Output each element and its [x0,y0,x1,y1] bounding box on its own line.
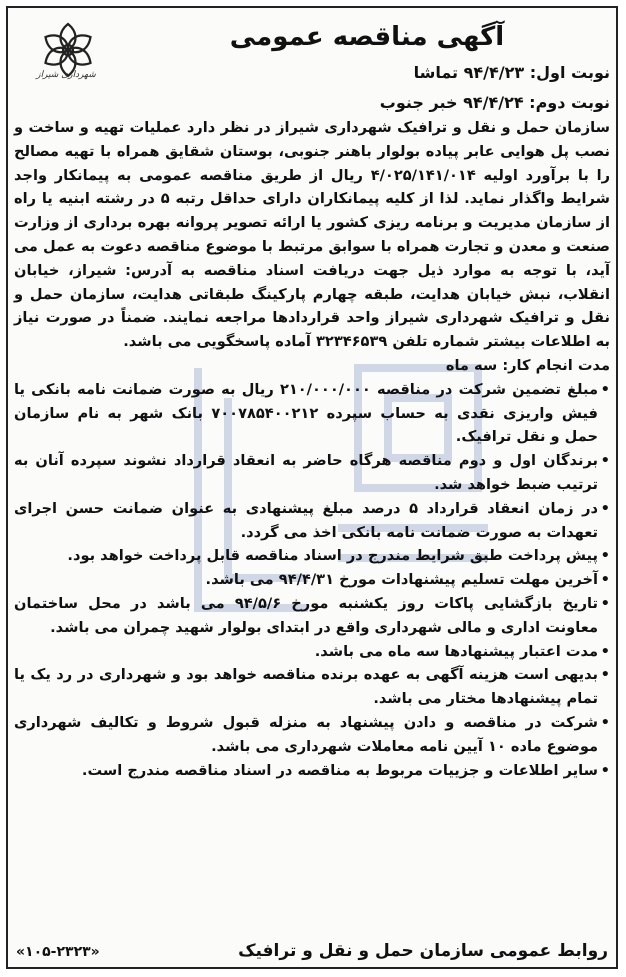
notice-body [14,116,610,782]
shiraz-municipality-logo-icon [22,18,114,102]
condition-item: • مبلغ تضمین شرکت در مناقصه ۲۱۰/۰۰۰/۰۰۰ ریال به صورت ضمانت نامه بانکی یا فیش واریزی نقدی به حساب سپرده ۷۰۰۷۸۵۴۰۰۲۱۲ بانک شهر به نام سازمان حمل و نقل ترافیک. [14,378,610,449]
work-duration: مدت انجام کار: سه ماه [445,356,610,374]
footer-code: «۱۰۵-۲۳۲۳» [16,944,100,960]
notice-footer [16,941,608,961]
conditions-list [14,378,610,783]
publication-turn-second: نوبت دوم: ۹۴/۴/۲۴ خبر جنوب [379,93,610,112]
condition-item: • شرکت در مناقصه و دادن پیشنهاد به منزله قبول شروط و تکالیف شهرداری موضوع ماده ۱۰ آیین نامه معاملات شهرداری می باشد. [14,711,610,759]
condition-item: • تاریخ بازگشایی پاکات روز یکشنبه مورخ ۹۴/۵/۶ می باشد در محل ساختمان معاونت اداری و مالی شهرداری واقع در ابتدای بولوار شهید چمران می باشد. [14,592,610,640]
condition-item: • پیش پرداخت طبق شرایط مندرج در اسناد مناقصه قابل پرداخت خواهد بود. [14,544,610,568]
tender-notice [6,6,618,969]
condition-item: • مدت اعتبار پیشنهادها سه ماه می باشد. [14,640,610,664]
logo-caption: شهرداری شیراز [36,70,96,80]
notice-header [8,8,616,112]
footer-organization: روابط عمومی سازمان حمل و نقل و ترافیک [238,941,608,961]
condition-item: • سایر اطلاعات و جزییات مربوط به مناقصه در اسناد مناقصه مندرج است. [14,759,610,783]
condition-item: • بدیهی است هزینه آگهی به عهده برنده مناقصه خواهد بود و شهرداری در رد یک یا تمام پیشنهادها مختار می باشد. [14,663,610,711]
condition-item: • در زمان انعقاد قرارداد ۵ درصد مبلغ پیشنهادی به عنوان ضمانت حسن اجرای تعهدات به صورت ضمانت نامه بانکی اخذ می گردد. [14,497,610,545]
notice-intro: سازمان حمل و نقل و ترافیک شهرداری شیراز در نظر دارد عملیات تهیه و ساخت و نصب پل هوایی عابر پیاده بولوار باهنر جنوبی، بوستان شقایق همراه با تهیه مصالح را با برآورد اولیه ۴/۰۲۵/۱۴۱/۰۱۴ ریال از طریق مناقصه عمومی به پیمانکار واجد شرایط واگذار نماید. لذا از کلیه پیمانکاران دارای حداقل رتبه ۵ در رشته ابنیه یا راه از سازمان مدیریت و برنامه ریزی کشور یا ارائه تصویر پروانه بهره برداری از وزارت صنعت و معدن و تجارت همراه با سوابق مرتبط با موضوع مناقصه دعوت به عمل می آید، با توجه به موارد ذیل جهت دریافت اسناد مناقصه به آدرس: شیراز، خیابان انقلاب، نبش خیابان هدایت، طبقه چهارم پارکینگ طبقاتی هدایت، سازمان حمل و نقل و ترافیک شهرداری شیراز واحد قراردادها مراجعه نمایند. ضمناً در صورت نیاز به اطلاعات بیشتر شماره تلفن ۳۲۳۴۶۵۳۹ آماده پاسخگویی می باشد. [14,119,610,351]
publication-turn-first: نوبت اول: ۹۴/۴/۲۳ تماشا [413,63,610,82]
condition-item: • برندگان اول و دوم مناقصه هرگاه حاضر به انعقاد قرارداد نشوند سپرده آنان به ترتیب ضبط خواهد شد. [14,449,610,497]
notice-title-text: آگهی مناقصه عمومی [229,22,505,52]
condition-item: • آخرین مهلت تسلیم پیشنهادات مورخ ۹۴/۴/۳۱ می باشد. [14,568,610,592]
